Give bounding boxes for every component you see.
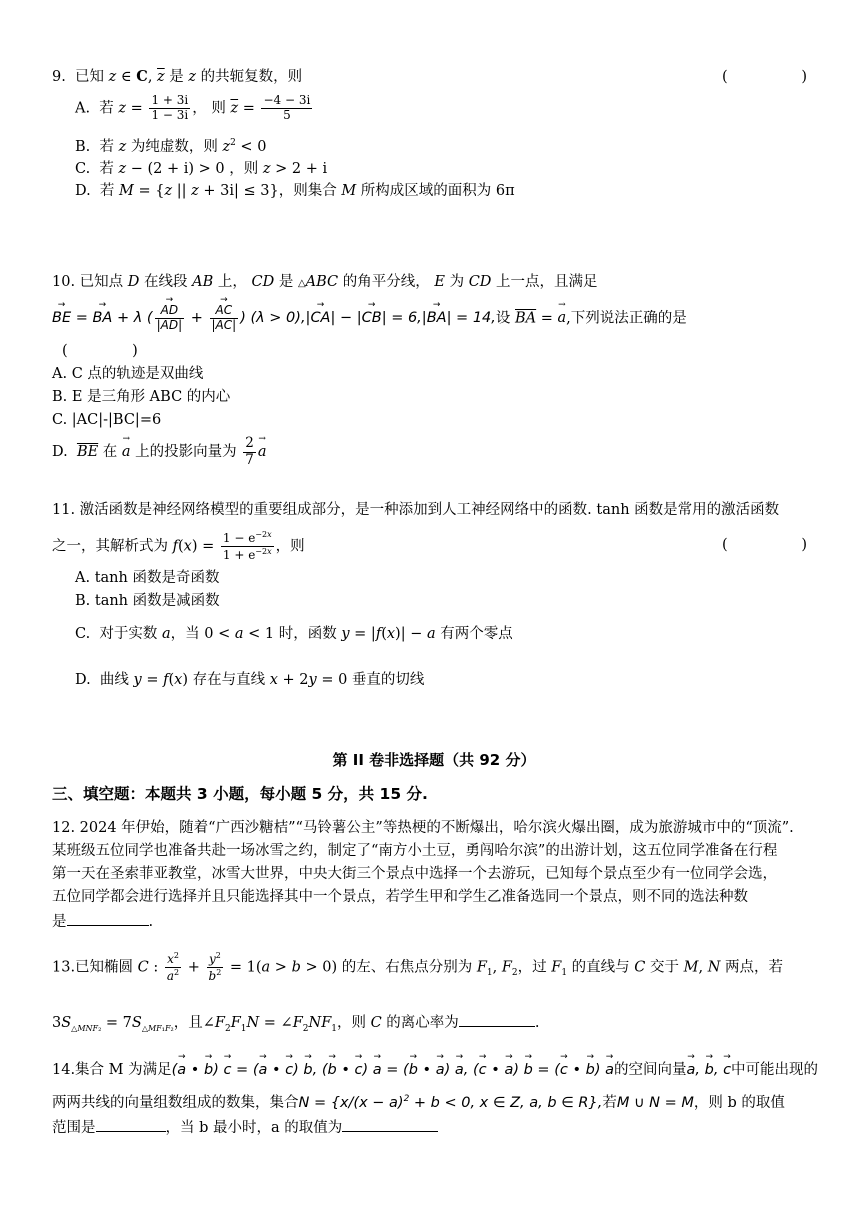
q9-answer-paren: ( ): [722, 69, 808, 85]
q9-option-d: D. 若 M = {z || z + 3i| ≤ 3}，则集合 M 所构成区域的面积为 6π: [75, 183, 515, 199]
q9-option-a: A. 若 z = $\frac{1 + 3i}{1 - 3i}$ ， 则 $\overline{z}$ = $\frac{-4 - 3i}{5}$: [75, 93, 311, 122]
q10-stem: 10. 已知点 D 在线段 AB 上， CD 是 △ABC 的角平分线， E 为 CD 上一点，且满足: [52, 274, 598, 290]
q12-line-5: 是 .: [52, 911, 153, 931]
q10-answer-paren: ( ): [62, 343, 138, 359]
q11-option-a: A. tanh 函数是奇函数: [75, 570, 220, 586]
q12-answer-blank[interactable]: [67, 911, 149, 926]
q12-line-1: 12. 2024 年伊始，随着“广西沙糖桔”“马铃薯公主”等热梗的不断爆出，哈尔滨火爆出圈，成为旅游城市中的“顶流”.: [52, 820, 794, 836]
q13-line-2: $3S_{\triangle MNF_2} = 7S_{\triangle MF_1F_2}$，且$\angle F_2F_1N$ = $\angle F_2NF_1$，则 C 的离心率为 .: [52, 1012, 539, 1035]
q14-answer-blank-2[interactable]: [342, 1117, 438, 1132]
section-heading: 三、填空题：本题共 3 小题，每小题 5 分，共 15 分.: [52, 785, 428, 803]
q10-option-b: B. E 是三角形 ABC 的内心: [52, 389, 231, 405]
q12-line-3: 第一天在圣索菲亚教堂，冰雪大世界，中央大街三个景点中选择一个去游玩，已知每个景点至少有一位同学会选，: [52, 866, 777, 882]
q10-formula: → BE = → BA + λ ( → $\frac{AD}{|AD|}$ + → $\frac{AC}{|AC|}$ ) (λ > 0),|→ CA| − |→ CB| = 6,|→ BA| = 14,设 $\overline{BA}$ = → a,下列说法正确的是: [52, 304, 687, 333]
q9-stem: 9. 已知 z ∈ C, $\overline{z}$ 是 z 的共轭复数，则: [52, 68, 303, 85]
q10-option-a: A. C 点的轨迹是双曲线: [52, 366, 204, 382]
q12-line-2: 某班级五位同学也准备共赴一场冰雪之约，制定了“南方小土豆，勇闯哈尔滨”的出游计划，这五位同学准备在行程: [52, 843, 778, 859]
q14-answer-blank-1[interactable]: [96, 1117, 166, 1132]
q12-line-5-text: 是: [52, 914, 67, 930]
q10-option-c: C. |AC|-|BC|=6: [52, 412, 162, 428]
q11-option-b: B. tanh 函数是减函数: [75, 593, 220, 609]
q14-line-2: 两两共线的向量组数组成的数集，集合$N = \{x/(x - a)^2 + b < 0$, x ∈ Z, a, b ∈ R},若M ∪ N = M，则 b 的取值: [52, 1094, 785, 1111]
q14-line-3: [52, 1117, 438, 1137]
q11-option-d: D. 曲线 y = f(x) 存在与直线 x + 2y = 0 垂直的切线: [75, 672, 425, 688]
q12-line-4: 五位同学都会进行选择并且只能选择其中一个景点，若学生甲和学生乙准备选同一个景点，则不同的选法种数: [52, 889, 748, 905]
q14-line-1: 14.集合 M 为满足(→ a • → b) → c = (→ a • → c) → b, (→ b • → c) → a = (→ b • → a) → a, (→ c • → a) → b = (→ c • → b) → a的空间向量→ a, → b, → c中可能出现的: [52, 1061, 818, 1079]
q14-line-3-text: 范围是: [52, 1120, 96, 1136]
q14-line-3-text-b: ，当 b 最小时，a 的取值为: [165, 1120, 343, 1136]
q13-line-1: 13.已知椭圆 C : $\frac{x^2}{a^2}$ + $\frac{y^2}{b^2}$ = 1(a > b > 0) 的左、右焦点分别为 $F_1$, $F_2$，过 $F_1$ 的直线与 C 交于 M, N 两点，若: [52, 951, 783, 983]
section-title: 第 II 卷非选择题（共 92 分）: [332, 751, 536, 769]
q11-answer-paren: ( ): [722, 537, 808, 553]
q10-option-d: D. $\overline{BE}$ 在 → a 上的投影向量为 $\frac{2}{7}$ → a: [52, 436, 267, 468]
q13-answer-blank[interactable]: [459, 1012, 535, 1027]
q11-option-c: C. 对于实数 a，当 0 < a < 1 时，函数 y = |f(x)| − a 有两个零点: [75, 626, 513, 642]
q9-option-b: B. 若 z 为纯虚数，则 $z^2 < 0$: [75, 138, 267, 155]
q9-option-c: C. 若 z − (2 + i) > 0 ，则 z > 2 + i: [75, 161, 328, 177]
q11-stem: 11. 激活函数是神经网络模型的重要组成部分，是一种添加到人工神经网络中的函数. tanh 函数是常用的激活函数: [52, 502, 780, 518]
q11-stem-formula: 之一，其解析式为 f(x) = $\frac{1 - e^{-2x}}{1 + e^{-2x}}$ ，则: [52, 530, 305, 562]
